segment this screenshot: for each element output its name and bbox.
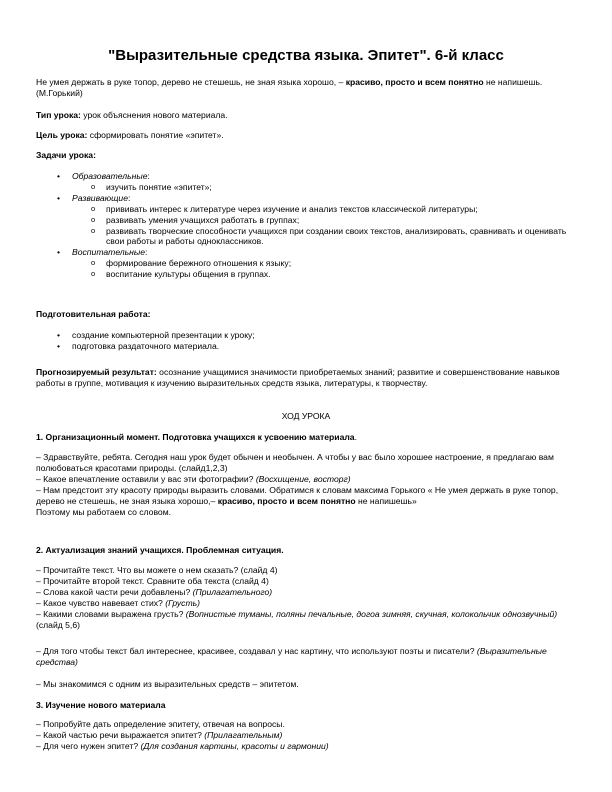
task-group-upbringing: • Воспитательные: <box>57 247 148 258</box>
preparation-list <box>36 330 576 352</box>
list-item: o прививать интерес к литературе через изучение и анализ текстов классической литературы; <box>91 203 478 214</box>
list-item: • создание компьютерной презентации к уроку; <box>57 330 255 340</box>
epigraph: Не умея держать в руке топор, дерево не стешешь, не зная языка хорошо, – красиво, просто и всем понятно не напишешь. (М.Горький) <box>36 77 543 98</box>
lesson-goal: Цель урока: сформировать понятие «эпитет». <box>36 130 224 140</box>
section-2-writers: – Для того чтобы текст бал интереснее, красивее, создавал у нас картину, что используют поэты и писатели? (Выразительные средства) <box>36 646 547 667</box>
list-item: o развивать умения учащихся работать в группах; <box>91 214 300 225</box>
bullet-icon: • <box>57 192 61 203</box>
task-group-developing: • Развивающие: <box>57 192 131 203</box>
page-title: "Выразительные средства языка. Эпитет". 6-й класс <box>108 47 504 64</box>
expected-result: Прогнозируемый результат: осознание учащимися значимости приобретаемых знаний; развитие и совершенствование навыков работы в группе, мотивация к изучению выразительных средств языка, литературы, к творчеству. <box>36 367 560 388</box>
circle-bullet-icon: o <box>91 225 96 235</box>
circle-bullet-icon: o <box>91 269 96 279</box>
circle-bullet-icon: o <box>91 258 96 268</box>
preparation-heading: Подготовительная работа: <box>36 309 151 319</box>
section-3-questions: – Попробуйте дать определение эпитету, отвечая на вопросы. – Какой частью речи выражается эпитет? (Прилагательным) – Для чего нужен эпитет? (Для создания картины, красоты и гармонии) <box>36 719 329 751</box>
bullet-icon: • <box>57 171 61 181</box>
bullet-icon: • <box>57 340 61 351</box>
list-item: o формирование бережного отношения к языку; <box>91 258 292 269</box>
circle-bullet-icon: o <box>91 214 96 224</box>
circle-bullet-icon: o <box>91 203 96 213</box>
section-2-heading: 2. Актуализация знаний учащихся. Проблемная ситуация. <box>36 545 284 555</box>
list-item: o развивать творческие способности учащихся при создании своих текстов, анализировать, сравнивать и оценивать свои работы и работы одноклассников. <box>91 225 567 247</box>
list-item: o изучить понятие «эпитет»; <box>91 181 212 192</box>
section-1-text: – Здравствуйте, ребята. Сегодня наш урок будет обычен и необычен. А чтобы у вас было хорошее настроение, я предлагаю вам полюбоваться красотами природы. (слайд1,2,3) – Какое впечатление оставили у вас эти фотографии? (Восхищение, восторг) – Нам предстоит эту красоту природы выразить словами. Обратимся к словам максима Горького « Не умея держать в руке топор, дерево не стешешь, не зная языка хорошо,– красиво, просто и всем понятно не напишешь» Поэтому мы работаем со словом. <box>36 452 559 517</box>
bullet-icon: • <box>57 247 61 258</box>
circle-bullet-icon: o <box>91 181 96 191</box>
lesson-type: Тип урока: урок объяснения нового материала. <box>36 110 228 120</box>
section-3-heading: 3. Изучение нового материала <box>36 700 166 710</box>
tasks-heading: Задачи урока: <box>36 150 96 160</box>
list-item: • подготовка раздаточного материала. <box>57 340 220 351</box>
list-item: o воспитание культуры общения в группах. <box>91 269 271 280</box>
section-2-epithet: – Мы знакомимся с одним из выразительных средств – эпитетом. <box>36 679 299 689</box>
section-2-questions: – Прочитайте текст. Что вы можете о нем сказать? (слайд 4) – Прочитайте второй текст. Сравните оба текста (слайд 4) – Слова какой части речи добавлены? (Прилагательного) – Какое чувство навевает стих? (Грусть) – Какими словами выражена грусть? (Вопнистые туманы, поляны печальные, догоа зимняя, скучная, колокольчик однозвучный) (слайд 5,6) <box>36 565 558 630</box>
course-heading: ХОД УРОКА <box>281 411 331 421</box>
task-group-educational: • Образовательные: <box>57 171 150 181</box>
bullet-icon: • <box>57 330 61 340</box>
section-1-heading: 1. Организационный момент. Подготовка учащихся к усвоению материала. <box>36 432 357 442</box>
tasks-list <box>36 171 576 280</box>
